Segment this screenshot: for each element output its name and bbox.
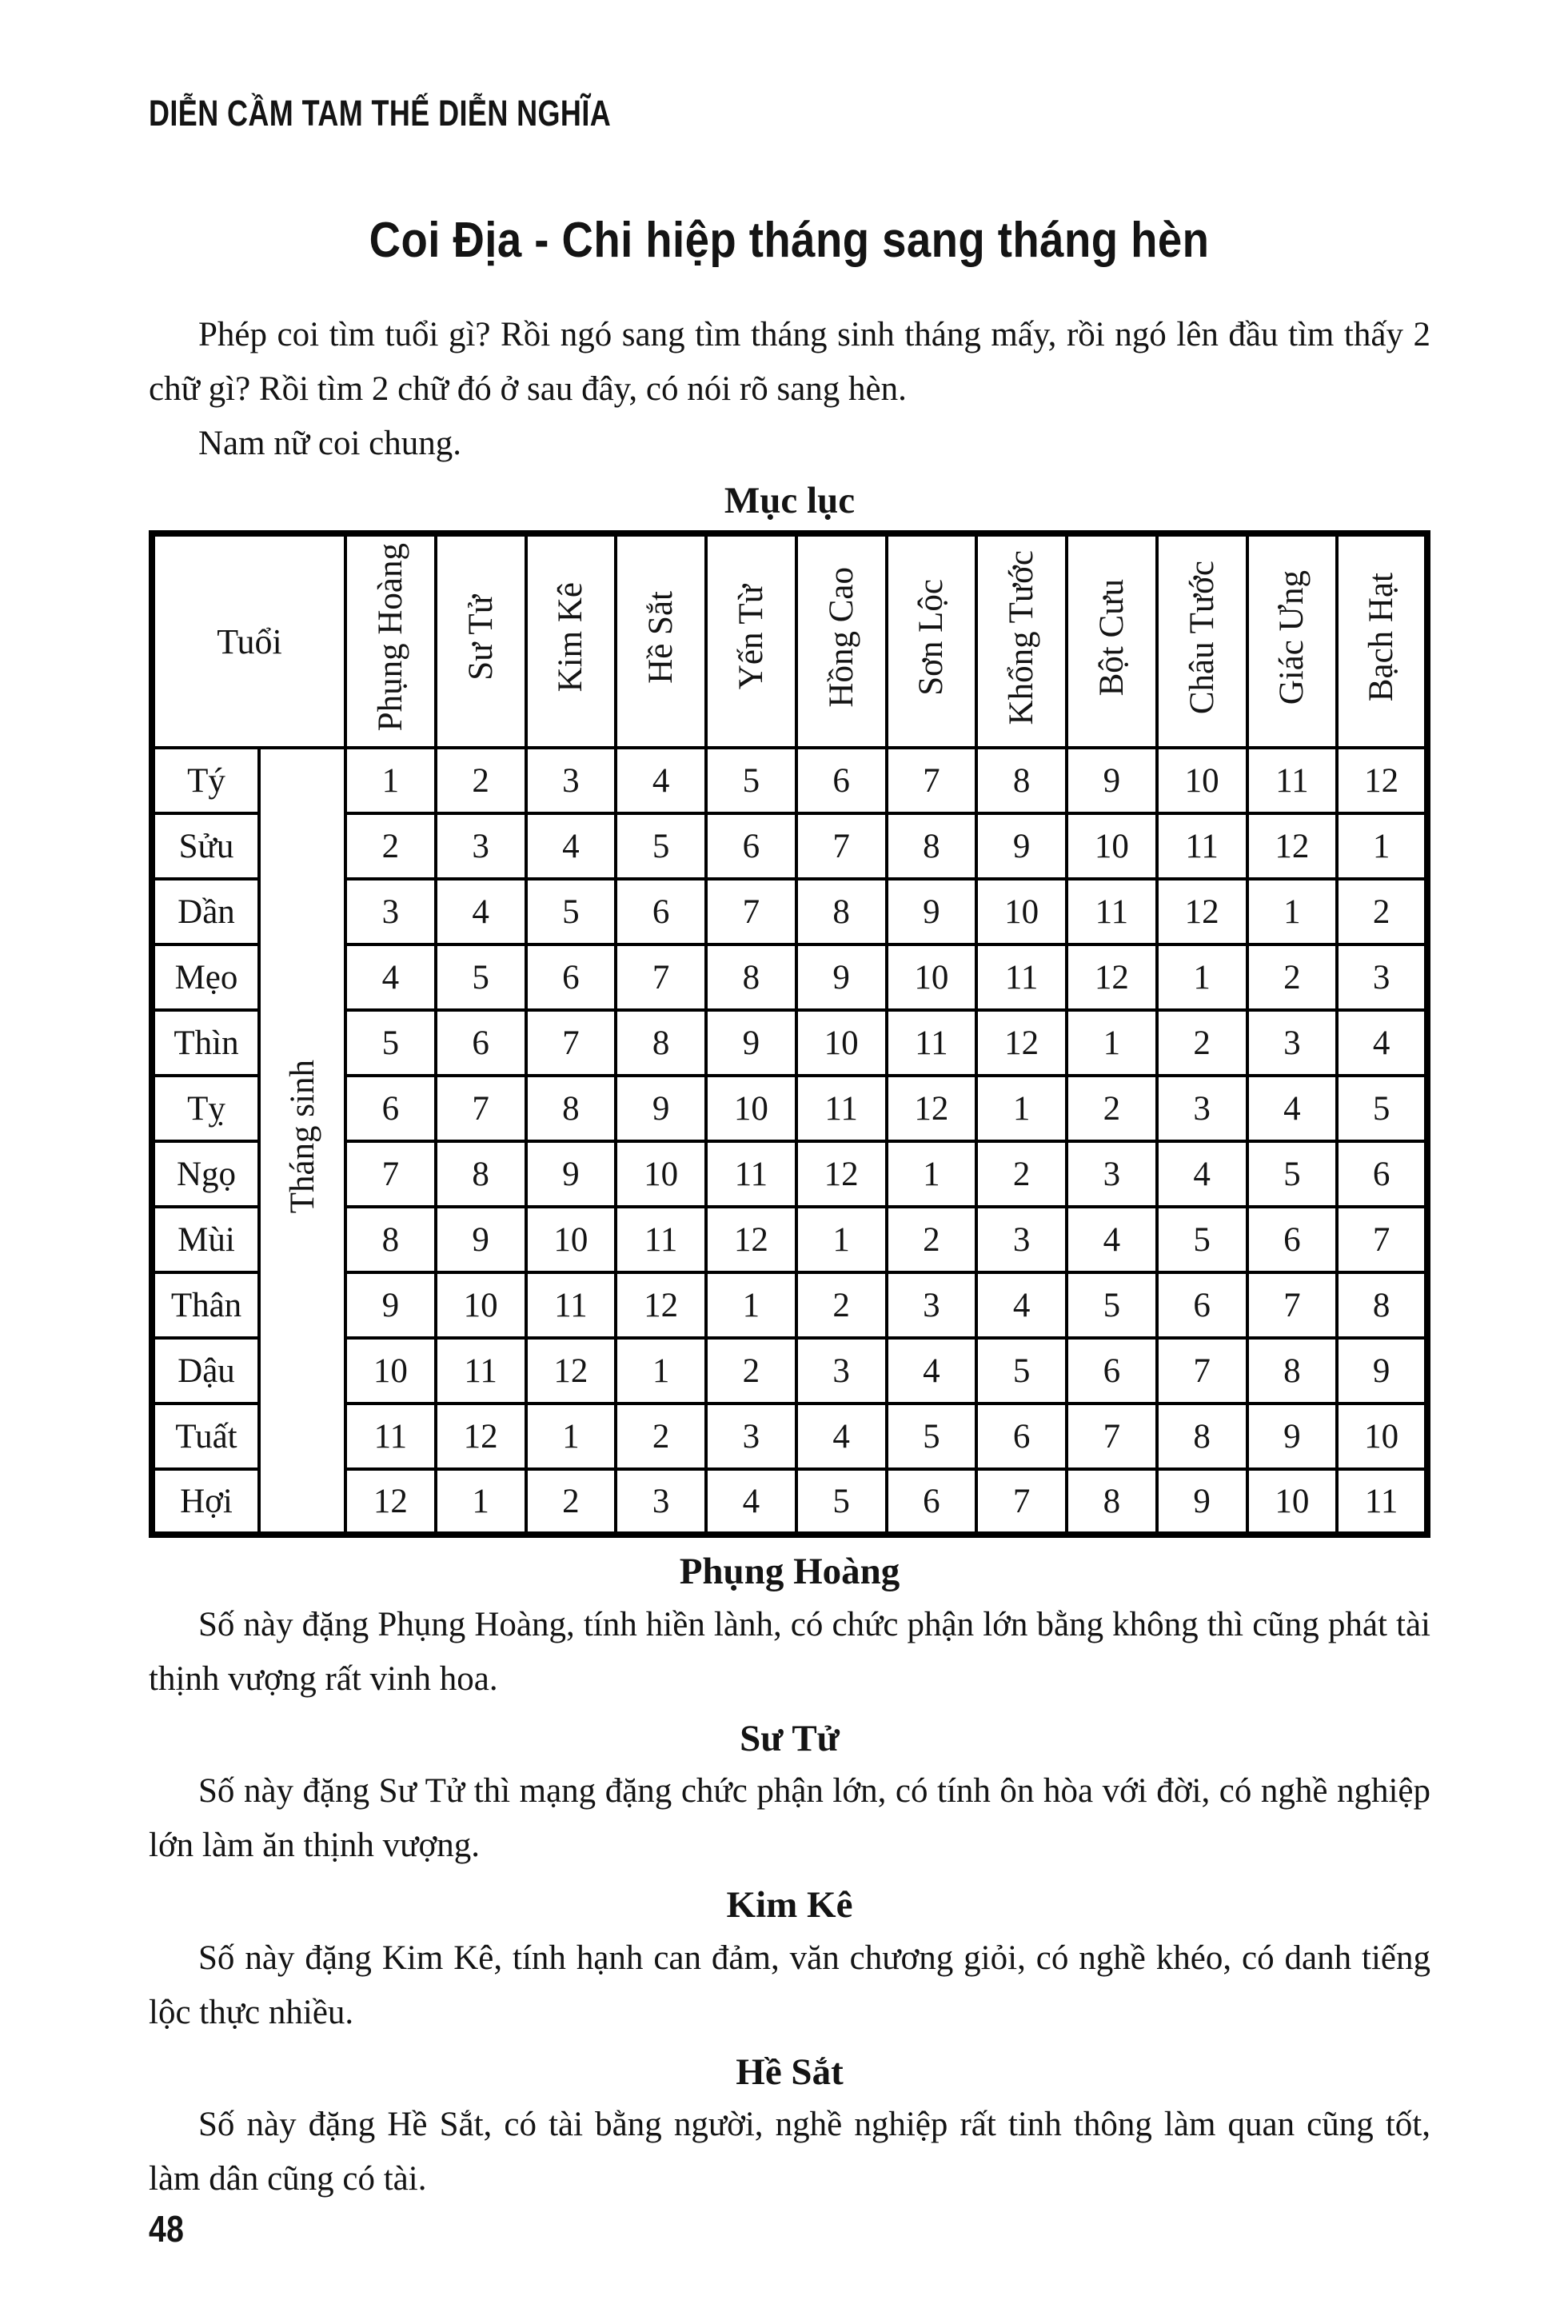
column-header [1247,533,1338,748]
page-title [149,214,1430,268]
month-cell: 7 [887,748,977,813]
month-cell: 7 [1337,1207,1427,1272]
month-cell: 8 [526,1076,616,1141]
month-cell: 10 [796,1010,887,1076]
section-body: Số này đặng Phụng Hoàng, tính hiền lành, có chức phận lớn bằng không thì cũng phát tài thịnh vượng rất vinh hoa. [149,1605,1430,1698]
column-header-label: Sơn Lộc [912,579,951,696]
month-cell: 7 [526,1010,616,1076]
month-cell: 10 [1247,1469,1338,1535]
corner-header-label: Tuổi [217,621,282,661]
row-label: Tỵ [152,1076,259,1141]
running-header [149,94,1430,132]
month-cell: 9 [706,1010,796,1076]
month-cell: 1 [345,748,436,813]
month-cell: 12 [345,1469,436,1535]
month-cell: 10 [976,879,1067,944]
month-cell: 6 [887,1469,977,1535]
month-cell: 3 [436,813,526,879]
section-body: Số này đặng Hề Sắt, có tài bằng người, nghề nghiệp rất tinh thông làm quan cũng tốt, làm dân cũng có tài. [149,2106,1430,2198]
column-header [616,533,706,748]
month-cell: 2 [1247,944,1338,1010]
month-cell: 5 [1247,1141,1338,1207]
month-cell: 6 [436,1010,526,1076]
month-cell: 1 [436,1469,526,1535]
row-label: Tuất [152,1404,259,1469]
month-cell: 8 [706,944,796,1010]
month-cell: 6 [526,944,616,1010]
section-body: Số này đặng Sư Tử thì mạng đặng chức phận lớn, có tính ôn hòa với đời, có nghề nghiệp lớn làm ăn thịnh vượng. [149,1772,1430,1865]
month-cell: 12 [436,1404,526,1469]
month-cell: 3 [796,1338,887,1404]
month-cell: 7 [706,879,796,944]
month-cell: 8 [1247,1338,1338,1404]
month-cell: 3 [1067,1141,1157,1207]
column-header [436,533,526,748]
column-header [796,533,887,748]
month-cell: 11 [1157,813,1247,879]
month-cell: 4 [436,879,526,944]
table-title: Mục lục [724,480,856,522]
month-cell: 6 [1247,1207,1338,1272]
month-cell: 10 [526,1207,616,1272]
month-cell: 7 [1247,1272,1338,1338]
month-cell: 6 [1157,1272,1247,1338]
month-cell: 2 [345,813,436,879]
month-cell: 11 [436,1338,526,1404]
month-cell: 4 [1067,1207,1157,1272]
page-number-text: 48 [149,2208,185,2250]
month-cell: 2 [976,1141,1067,1207]
month-cell: 4 [1157,1141,1247,1207]
column-header-label: Hề Sắt [642,591,680,684]
thang-sinh-label: Tháng sinh [283,1059,321,1214]
section-heading: Phụng Hoàng [679,1551,900,1593]
month-cell: 9 [976,813,1067,879]
month-cell: 12 [1247,813,1338,879]
month-cell: 12 [526,1338,616,1404]
month-cell: 11 [345,1404,436,1469]
month-cell: 7 [976,1469,1067,1535]
month-cell: 8 [887,813,977,879]
month-cell: 10 [1337,1404,1427,1469]
column-header [1337,533,1427,748]
month-cell: 5 [1157,1207,1247,1272]
month-cell: 12 [976,1010,1067,1076]
month-cell: 1 [1247,879,1338,944]
month-cell: 3 [887,1272,977,1338]
thang-sinh-cell [259,748,345,1535]
month-cell: 6 [1337,1141,1427,1207]
month-cell: 1 [706,1272,796,1338]
month-cell: 5 [887,1404,977,1469]
column-header [976,533,1067,748]
month-cell: 3 [976,1207,1067,1272]
column-header [526,533,616,748]
row-label: Ngọ [152,1141,259,1207]
month-cell: 2 [1337,879,1427,944]
column-header [887,533,977,748]
table-row [152,748,1427,813]
month-cell: 2 [526,1469,616,1535]
month-cell: 10 [616,1141,706,1207]
month-cell: 7 [1157,1338,1247,1404]
month-cell: 6 [616,879,706,944]
month-cell: 5 [976,1338,1067,1404]
month-cell: 9 [345,1272,436,1338]
month-cell: 2 [796,1272,887,1338]
muc-luc-table [149,530,1430,1538]
section-heading: Sư Tử [740,1717,840,1759]
month-cell: 8 [796,879,887,944]
row-label: Sửu [152,813,259,879]
column-header-label: Phụng Hoàng [371,543,409,732]
column-header-label: Giác Ưng [1273,569,1311,705]
month-cell: 6 [976,1404,1067,1469]
row-label: Thân [152,1272,259,1338]
column-header-label: Châu Tước [1183,560,1221,715]
month-cell: 11 [887,1010,977,1076]
month-cell: 6 [1067,1338,1157,1404]
running-header-text: DIỄN CẦM TAM THẾ DIỄN NGHĨA [149,93,612,134]
month-cell: 7 [616,944,706,1010]
month-cell: 9 [1337,1338,1427,1404]
month-cell: 2 [616,1404,706,1469]
month-cell: 4 [976,1272,1067,1338]
month-cell: 4 [1247,1076,1338,1141]
month-cell: 2 [1157,1010,1247,1076]
month-cell: 10 [706,1076,796,1141]
month-cell: 12 [706,1207,796,1272]
month-cell: 12 [887,1076,977,1141]
month-cell: 7 [436,1076,526,1141]
month-cell: 1 [526,1404,616,1469]
month-cell: 8 [1157,1404,1247,1469]
column-header-label: Bạch Hạt [1363,573,1401,702]
month-cell: 2 [706,1338,796,1404]
month-cell: 3 [616,1469,706,1535]
month-cell: 8 [436,1141,526,1207]
page-title-text: Coi Địa - Chi hiệp tháng sang tháng hèn [369,213,1210,269]
section-body: Số này đặng Kim Kê, tính hạnh can đảm, văn chương giỏi, có nghề khéo, có danh tiếng lộc thực nhiều. [149,1939,1430,2031]
month-cell: 9 [436,1207,526,1272]
column-header-label: Yến Từ [732,585,770,690]
section-he-sat [149,2050,1430,2206]
row-label: Dần [152,879,259,944]
month-cell: 12 [796,1141,887,1207]
month-cell: 4 [526,813,616,879]
row-label: Dậu [152,1338,259,1404]
month-cell: 11 [1337,1469,1427,1535]
month-cell: 5 [1067,1272,1157,1338]
column-header [706,533,796,748]
column-header [345,533,436,748]
page-number [149,2208,190,2250]
month-cell: 4 [345,944,436,1010]
month-cell: 5 [436,944,526,1010]
sections [149,1549,1430,2206]
month-cell: 2 [887,1207,977,1272]
month-cell: 12 [1067,944,1157,1010]
month-cell: 8 [1337,1272,1427,1338]
month-cell: 4 [887,1338,977,1404]
month-cell: 3 [706,1404,796,1469]
month-cell: 11 [1247,748,1338,813]
row-label: Mùi [152,1207,259,1272]
month-cell: 10 [345,1338,436,1404]
month-cell: 1 [616,1338,706,1404]
month-cell: 6 [796,748,887,813]
month-cell: 10 [1067,813,1157,879]
section-heading: Kim Kê [726,1884,853,1927]
column-header [1067,533,1157,748]
month-cell: 10 [1157,748,1247,813]
month-cell: 5 [526,879,616,944]
month-cell: 11 [1067,879,1157,944]
column-header-label: Kim Kê [552,582,590,693]
month-cell: 1 [976,1076,1067,1141]
column-header-label: Bột Cưu [1092,578,1131,697]
month-cell: 9 [526,1141,616,1207]
column-header-label: Hồng Cao [822,567,860,708]
month-cell: 1 [887,1141,977,1207]
row-label: Tý [152,748,259,813]
month-cell: 9 [616,1076,706,1141]
month-cell: 3 [1157,1076,1247,1141]
month-cell: 9 [796,944,887,1010]
month-cell: 2 [436,748,526,813]
month-cell: 8 [345,1207,436,1272]
section-phung-hoang [149,1549,1430,1706]
month-cell: 6 [345,1076,436,1141]
month-cell: 8 [616,1010,706,1076]
month-cell: 10 [436,1272,526,1338]
month-cell: 9 [1247,1404,1338,1469]
column-header-label: Sư Tử [461,594,500,681]
month-cell: 4 [706,1469,796,1535]
section-heading: Hề Sắt [736,2050,844,2093]
month-cell: 4 [1337,1010,1427,1076]
month-cell: 5 [345,1010,436,1076]
section-su-tu [149,1716,1430,1873]
month-cell: 12 [1337,748,1427,813]
corner-header-cell [152,533,345,748]
month-cell: 1 [796,1207,887,1272]
month-cell: 9 [887,879,977,944]
row-label: Mẹo [152,944,259,1010]
month-cell: 11 [526,1272,616,1338]
month-cell: 9 [1157,1469,1247,1535]
intro-paragraph-2: Nam nữ coi chung. [198,425,462,463]
month-cell: 11 [976,944,1067,1010]
month-cell: 3 [526,748,616,813]
month-cell: 5 [1337,1076,1427,1141]
month-cell: 6 [706,813,796,879]
row-label: Hợi [152,1469,259,1535]
section-kim-ke [149,1883,1430,2039]
month-cell: 5 [796,1469,887,1535]
month-cell: 3 [345,879,436,944]
month-cell: 4 [616,748,706,813]
row-label: Thìn [152,1010,259,1076]
month-cell: 8 [1067,1469,1157,1535]
month-cell: 7 [1067,1404,1157,1469]
month-cell: 4 [796,1404,887,1469]
month-cell: 3 [1247,1010,1338,1076]
month-cell: 1 [1067,1010,1157,1076]
table-header-row [152,533,1427,748]
month-cell: 7 [796,813,887,879]
month-cell: 11 [616,1207,706,1272]
month-cell: 5 [616,813,706,879]
month-cell: 12 [1157,879,1247,944]
month-cell: 5 [706,748,796,813]
month-cell: 2 [1067,1076,1157,1141]
month-cell: 1 [1157,944,1247,1010]
month-cell: 12 [616,1272,706,1338]
column-header [1157,533,1247,748]
column-header-label: Khổng Tước [1003,549,1041,725]
month-cell: 10 [887,944,977,1010]
month-cell: 11 [796,1076,887,1141]
month-cell: 3 [1337,944,1427,1010]
month-cell: 8 [976,748,1067,813]
intro-paragraph-1: Phép coi tìm tuổi gì? Rồi ngó sang tìm tháng sinh tháng mấy, rồi ngó lên đầu tìm thấy 2 chữ gì? Rồi tìm 2 chữ đó ở sau đây, có nói rõ sang hèn. [149,316,1430,409]
month-cell: 1 [1337,813,1427,879]
month-cell: 11 [706,1141,796,1207]
month-cell: 9 [1067,748,1157,813]
month-cell: 7 [345,1141,436,1207]
